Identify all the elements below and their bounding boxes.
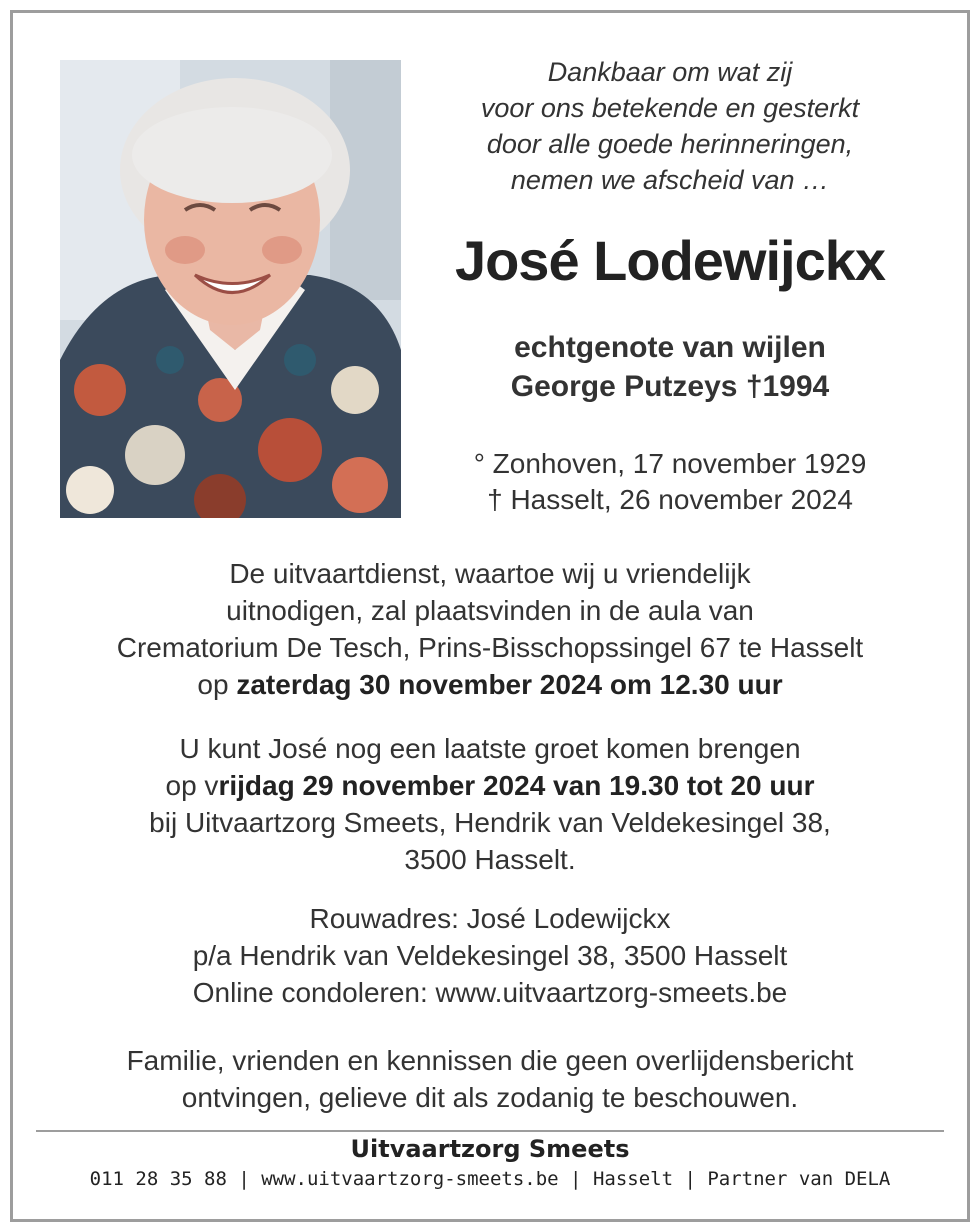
service-line: uitnodigen, zal plaatsvinden in de aula van [226, 595, 754, 626]
spouse-line: George Putzeys †1994 [510, 370, 830, 403]
closing-line: Familie, vrienden en kennissen die geen overlijdensbericht [126, 1045, 854, 1076]
visitation-info [20, 730, 960, 878]
closing-text [20, 1042, 960, 1116]
closing-line: ontvingen, gelieve dit als zodanig te beschouwen. [181, 1082, 799, 1113]
contact-info [20, 900, 960, 1011]
spouse-info [420, 328, 920, 406]
life-dates [420, 446, 920, 518]
portrait-photo [60, 60, 401, 518]
intro-line: nemen we afscheid van … [510, 165, 830, 195]
mourning-address-street: p/a Hendrik van Veldekesingel 38, 3500 Hasselt [192, 940, 788, 971]
online-condolence: Online condoleren: www.uitvaartzorg-smeets.be [192, 977, 788, 1008]
footer-divider [36, 1130, 944, 1132]
death-date: † Hasselt, 26 november 2024 [487, 484, 853, 515]
intro-text [430, 54, 910, 198]
service-line: De uitvaartdienst, waartoe wij u vriendelijk [229, 558, 751, 589]
visitation-line: bij Uitvaartzorg Smeets, Hendrik van Veldekesingel 38, [149, 807, 831, 838]
visitation-date-bold: rijdag 29 november 2024 van 19.30 tot 20 uur [218, 770, 815, 801]
intro-line: Dankbaar om wat zij [547, 57, 793, 87]
visitation-line: 3500 Hasselt. [404, 844, 576, 875]
spouse-line: echtgenote van wijlen [514, 331, 826, 364]
service-prefix: op [197, 669, 237, 700]
birth-date: ° Zonhoven, 17 november 1929 [473, 448, 867, 479]
visitation-line: U kunt José nog een laatste groet komen brengen [179, 733, 801, 764]
service-datetime [20, 666, 960, 703]
deceased-name: José Lodewijckx [454, 229, 886, 292]
visitation-prefix: op v [165, 770, 219, 801]
visitation-datetime [20, 767, 960, 804]
service-line: Crematorium De Tesch, Prins-Bisschopssingel 67 te Hasselt [116, 632, 864, 663]
service-info [20, 555, 960, 703]
funeral-home-name: Uitvaartzorg Smeets [350, 1135, 630, 1163]
service-date-bold: zaterdag 30 november 2024 om 12.30 uur [236, 669, 783, 700]
intro-line: door alle goede herinneringen, [486, 129, 854, 159]
funeral-home-contact: 011 28 35 88 | www.uitvaartzorg-smeets.be | Hasselt | Partner van DELA [89, 1168, 891, 1190]
intro-line: voor ons betekende en gesterkt [480, 93, 860, 123]
mourning-address: Rouwadres: José Lodewijckx [309, 903, 671, 934]
